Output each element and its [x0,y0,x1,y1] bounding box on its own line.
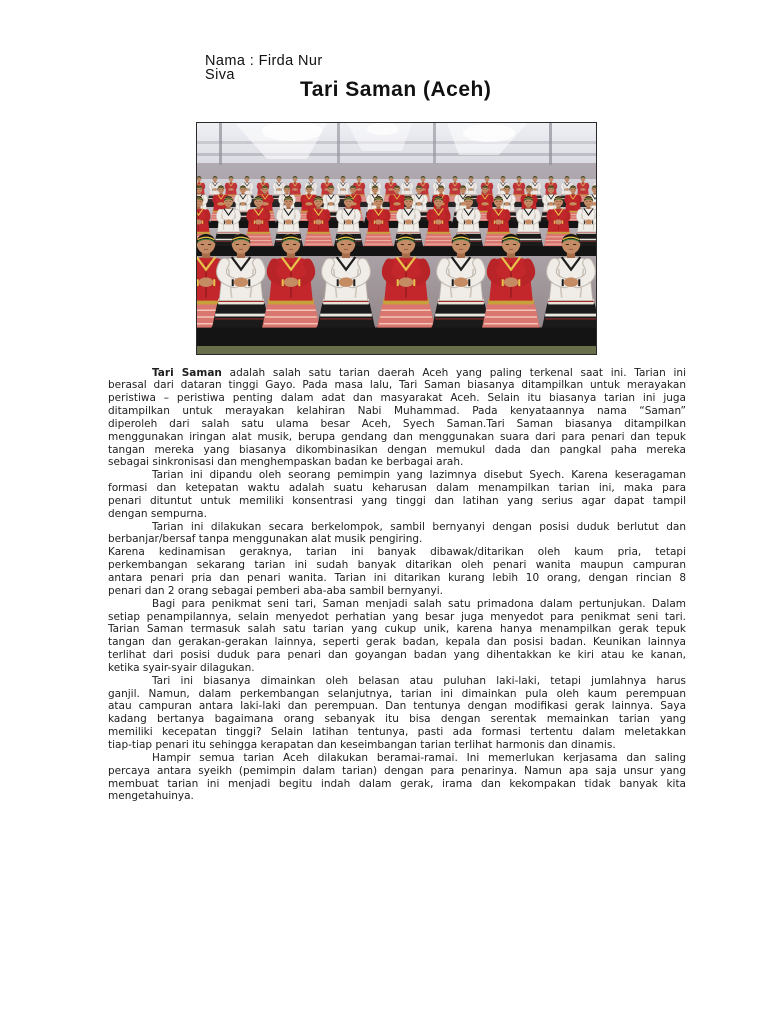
text-line: penari dituntut untuk memiliki konsentrasi yang tinggi dan latihan yang serius agar dapat tampil [108,494,686,507]
text-line-content: adalah salah satu tarian daerah Aceh yang paling terkenal saat ini. Tarian ini [229,366,686,379]
text-line: ditampilkan untuk merayakan kelahiran Nabi Muhammad. Pada kenyataannya nama “Saman” [108,405,686,418]
text-line: atau campuran antara laki-laki dan perempuan. Dan tentunya dengan modifikasi gerak lainnya. Saya [108,700,686,713]
text-line: Tarian Saman termasuk salah satu tarian yang cukup unik, karena hanya menampilkan gerak tepuk [108,623,686,636]
text-line: Hampir semua tarian Aceh dilakukan beramai-ramai. Ini memerlukan kerjasama dan saling [152,751,686,764]
paragraph-2 [108,469,686,520]
text-line: peristiwa – peristiwa penting dalam adat dan masyarakat Aceh. Selain itu biasanya tarian ini juga [108,392,686,405]
text-line: tiap-tiap penari itu sehingga kerapatan dan keseimbangan tarian terlihat harmonis dan dinamis. [108,738,616,751]
saman-dance-photo-frame [196,122,597,355]
text-line: memiliki kecepatan tinggi? Selain latihan tentunya, pasti ada formasi tertentu dalam meletakkan [108,726,686,739]
text-line: Tari ini biasanya dimainkan oleh belasan atau puluhan laki-laki, tetapi jumlahnya harus [152,674,686,687]
paragraph-5 [108,598,686,675]
text-line: mengetahuinya. [108,790,194,803]
text-line: setiap penampilannya, selain menyedot perhatian yang besar juga menyedot para penikmat seni tari. [108,610,686,623]
text-line: Tarian ini dipandu oleh seorang pemimpin yang lazimnya disebut Syech. Karena keseragaman [152,469,686,482]
paragraph-1 [108,367,686,470]
text-line: ganjil. Namun, dalam perkembangan selanjutnya, tarian ini dimainkan pula oleh kaum perempuan [108,687,686,700]
text-line: dengan sempurna. [108,507,207,520]
text-line: antara penari pria dan penari wanita. Tarian ini ditarikan kurang lebih 10 orang, dengan rincian 8 [108,572,686,584]
paragraph-3 [108,521,686,547]
text-line: Tarian ini dilakukan secara berkelompok, sambil bernyanyi dengan posisi duduk berlutut dan [152,520,686,533]
text-line: formasi dan ketepatan waktu adalah suatu keharusan dalam menampilkan tarian ini, maka para [108,482,686,495]
text-line: tangan dan gerakan-gerakan lainnya, seperti gerak badan, kepala dan posisi badan. Keunikan lainnya [108,636,686,649]
paragraph-4 [108,546,686,597]
text-line: sebagai sinkronisasi dan menghempaskan badan ke berbagai arah. [108,456,464,469]
text-line: perkembangan sekarang tarian ini sudah banyak ditarikan oleh penari wanita maupun campuran [108,559,686,572]
author-name: Nama : Firda Nur Siva [205,53,323,83]
text-line: berasal dari dataran tinggi Gayo. Pada masa lalu, Tari Saman biasanya ditampilkan untuk merayakan [108,379,686,392]
text-line: diperoleh dari salah satu ulama besar Aceh, Syech Saman.Tari Saman biasanya ditampilkan [108,417,686,430]
text-line: membuat tarian ini menjadi begitu indah dalam gerak, irama dan kekompakan tidak banyak kita [108,777,686,790]
lead-term: Tari Saman [152,366,222,379]
article-body [108,367,686,804]
text-line: Bagi para penikmat seni tari, Saman menjadi salah satu primadona dalam pertunjukan. Dalam [152,597,686,610]
saman-dance-photo [197,123,596,354]
text-line: kadang bertanya bagaimana orang sebanyak itu bisa dengan serentak memainkan tarian yang [108,713,686,726]
text-line: penari dan 2 orang sebagai pemberi aba-aba sambil bernyanyi. [108,584,444,597]
text-line [108,367,686,380]
paragraph-7 [108,752,686,803]
text-line: berbanjar/bersaf tanpa menggunakan alat musik pengiring. [108,533,423,546]
text-line: Karena kedinamisan geraknya, tarian ini banyak dibawak/ditarikan oleh kaum pria, tetapi [108,546,686,559]
text-line: percaya antara syeikh (pemimpin dalam tarian) dengan para penarinya. Namun apa saja unsur yang [108,764,686,777]
text-line: tangan mereka yang biasanya dikombinasikan dengan memukul dada dan pangkal paha mereka [108,443,686,456]
text-line: menggunakan iringan alat musik, berupa gendang dan menggunakan suara dari para penari dan tepuk [108,430,686,443]
text-line: ketika syair-syair dilagukan. [108,661,255,674]
text-line: terlihat dari posisi duduk para penari dan goyangan badan yang dihentakkan ke kiri atau ke kanan, [108,649,686,662]
paragraph-6 [108,675,686,752]
page-title: Tari Saman (Aceh) [300,78,492,101]
